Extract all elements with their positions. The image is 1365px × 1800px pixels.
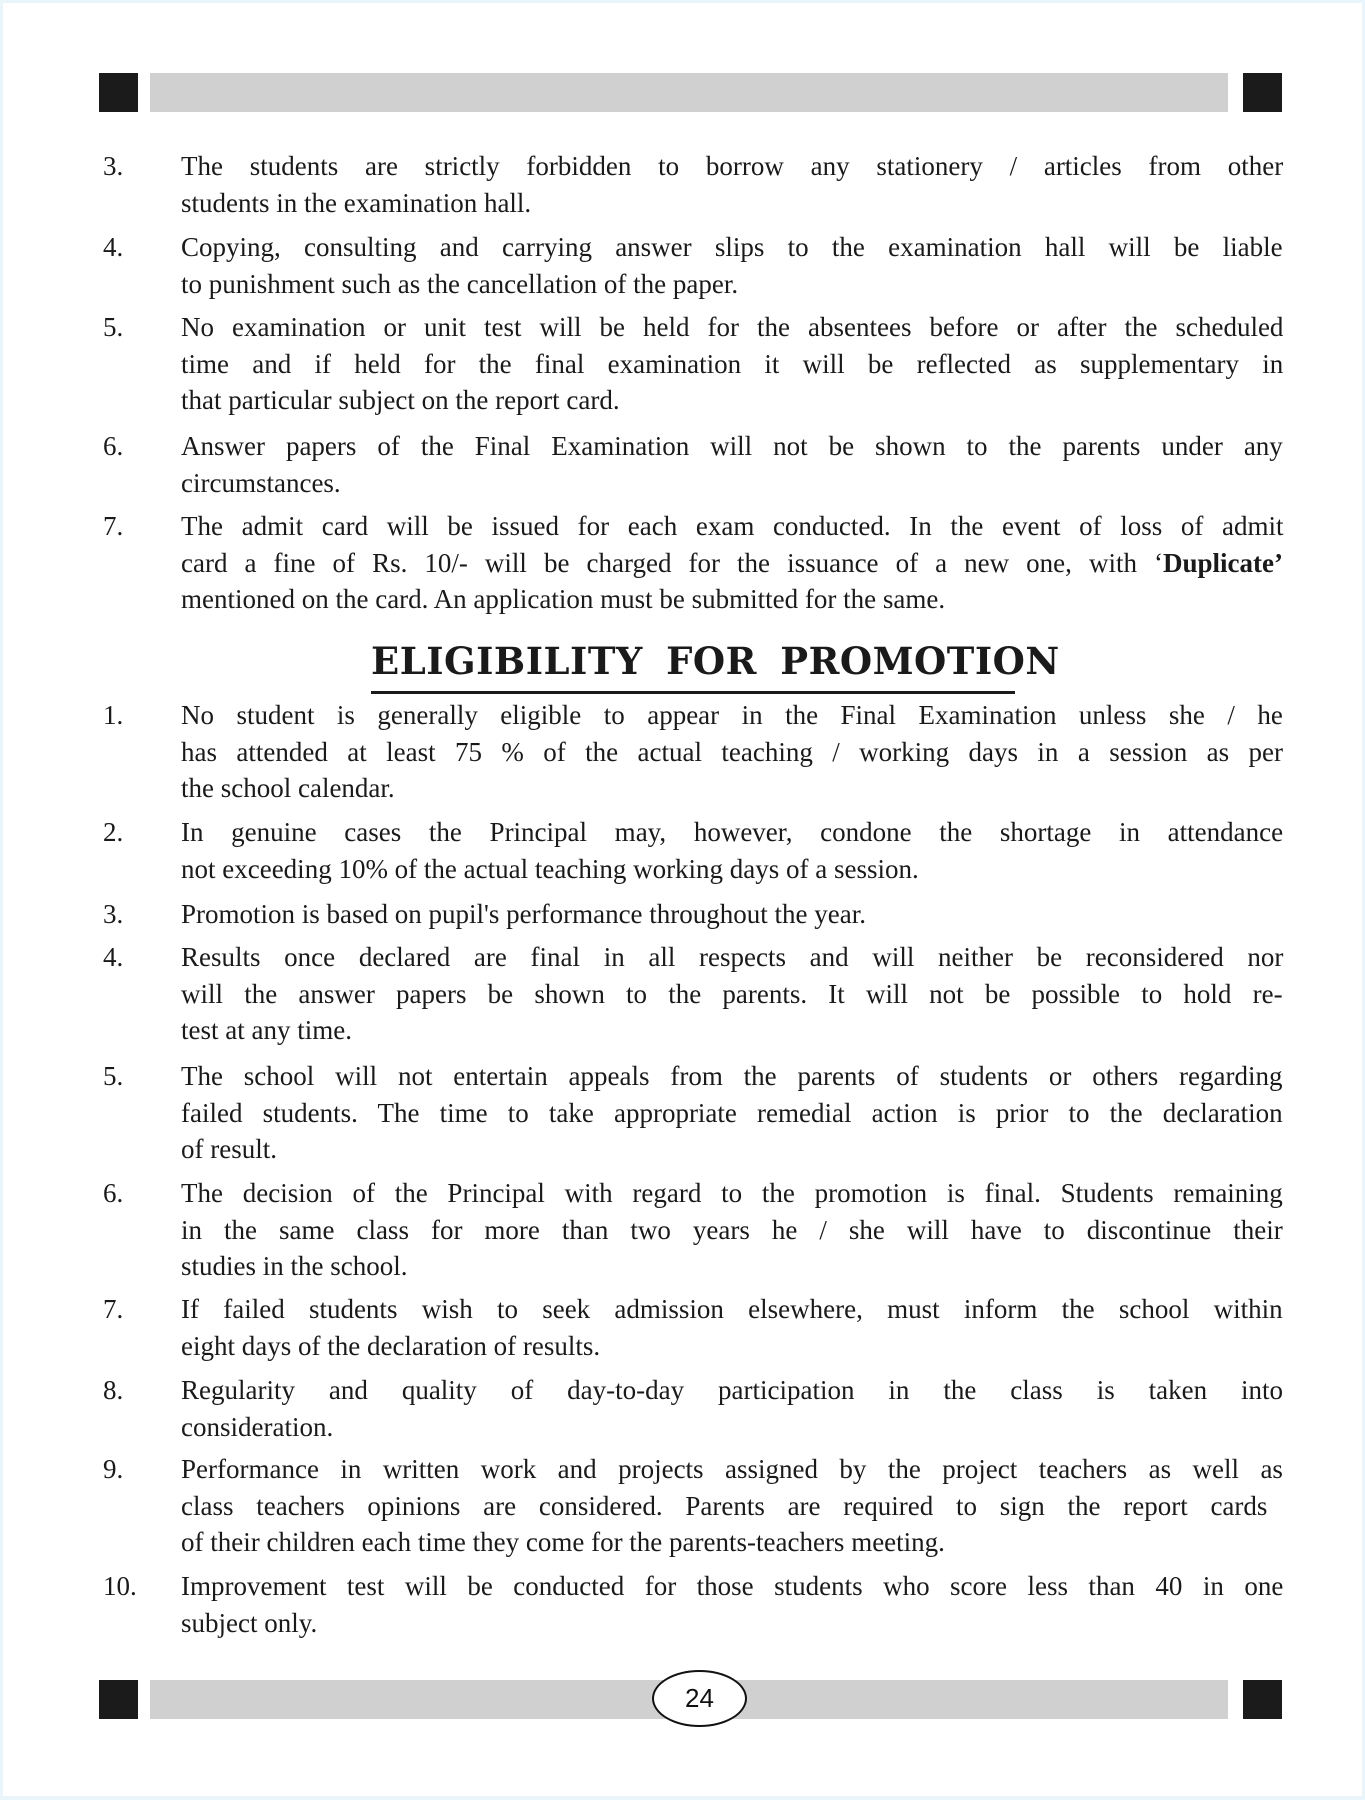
item-text-line: test at any time.: [181, 1015, 352, 1045]
item-text-line: Improvement test will be conducted for those students who score less than 40 in one: [181, 1571, 1284, 1601]
item-text-line: The students are strictly forbidden to borrow any stationery / articles from other: [181, 151, 1284, 181]
item-text-line: In genuine cases the Principal may, however, condone the shortage in attendance: [181, 817, 1284, 847]
item-number: 1.: [103, 700, 124, 730]
item-text-segment: card a fine of Rs. 10/- will be charged for the issuance of a new one, with ‘: [181, 547, 1163, 578]
page-number: 24: [685, 1683, 714, 1713]
header-right-square: [1243, 73, 1282, 112]
item-text-line: The admit card will be issued for each exam conducted. In the event of loss of admit: [181, 511, 1284, 541]
item-number: 9.: [103, 1454, 124, 1484]
item-text-line: in the same class for more than two years he / she will have to discontinue their: [181, 1214, 1283, 1245]
item-text-line: [181, 545, 1283, 582]
item-number: 3.: [103, 151, 124, 181]
item-text-line: time and if held for the final examination it will be reflected as supplementary in: [181, 348, 1284, 379]
item-number: 4.: [103, 232, 124, 262]
footer-right-square: [1243, 1680, 1282, 1719]
item-text-line: No examination or unit test will be held for the absentees before or after the scheduled: [181, 312, 1284, 342]
item-number: 5.: [103, 312, 124, 342]
duplicate-term: Duplicate’: [1162, 547, 1283, 578]
item-text-line: of result.: [181, 1134, 277, 1164]
item-text-line: Answer papers of the Final Examination will not be shown to the parents under any: [181, 431, 1283, 461]
item-number: 6.: [103, 1178, 124, 1208]
item-number: 6.: [103, 431, 124, 461]
item-text-line: failed students. The time to take appropriate remedial action is prior to the declaration: [181, 1097, 1283, 1128]
item-number: 8.: [103, 1375, 124, 1405]
item-text-line: The school will not entertain appeals from the parents of students or others regarding: [181, 1061, 1283, 1091]
document-page: [3, 3, 1362, 1796]
item-text-line: has attended at least 75 % of the actual teaching / working days in a session as per: [181, 736, 1283, 767]
item-number: 7.: [103, 1294, 124, 1324]
item-text-line: No student is generally eligible to appear in the Final Examination unless she / he: [181, 700, 1283, 730]
item-number: 2.: [103, 817, 124, 847]
item-number: 3.: [103, 899, 124, 929]
item-text-line: circumstances.: [181, 467, 341, 498]
item-number: 7.: [103, 511, 124, 541]
item-text-line: to punishment such as the cancellation of the paper.: [181, 268, 739, 299]
footer-left-square: [99, 1680, 138, 1719]
section-heading: ELIGIBILITY FOR PROMOTION: [371, 639, 1060, 683]
item-number: 10.: [103, 1571, 137, 1601]
item-text-line: Results once declared are final in all respects and will neither be reconsidered nor: [181, 942, 1284, 972]
item-text-line: Promotion is based on pupil's performance throughout the year.: [181, 899, 866, 929]
item-text-line: class teachers opinions are considered. Parents are required to sign the report cards: [181, 1490, 1268, 1521]
item-text-line: consideration.: [181, 1411, 334, 1442]
header-left-square: [99, 73, 138, 112]
item-text-line: Copying, consulting and carrying answer slips to the examination hall will be liable: [181, 232, 1283, 262]
item-text-line: studies in the school.: [181, 1251, 408, 1281]
item-text-line: Regularity and quality of day-to-day participation in the class is taken into: [181, 1375, 1284, 1405]
header-gray-bar: [150, 73, 1228, 112]
item-text-line: the school calendar.: [181, 773, 395, 803]
item-text-line: will the answer papers be shown to the parents. It will not be possible to hold re-: [181, 978, 1283, 1009]
item-text-line: of their children each time they come for the parents-teachers meeting.: [181, 1527, 945, 1557]
page-number-badge: [652, 1670, 747, 1727]
item-text-line: not exceeding 10% of the actual teaching working days of a session.: [181, 853, 919, 884]
item-text-line: Performance in written work and projects assigned by the project teachers as well as: [181, 1454, 1283, 1484]
item-text-line: mentioned on the card. An application must be submitted for the same.: [181, 584, 946, 614]
item-text-line: eight days of the declaration of results.: [181, 1330, 601, 1361]
item-text-line: that particular subject on the report card.: [181, 385, 620, 415]
item-text-line: subject only.: [181, 1607, 318, 1638]
item-text-line: If failed students wish to seek admission elsewhere, must inform the school within: [181, 1294, 1283, 1324]
item-number: 4.: [103, 942, 124, 972]
item-text-line: The decision of the Principal with regard to the promotion is final. Students remaining: [181, 1178, 1283, 1208]
heading-underline: [371, 691, 1015, 694]
item-number: 5.: [103, 1061, 124, 1091]
item-text-line: students in the examination hall.: [181, 187, 532, 218]
